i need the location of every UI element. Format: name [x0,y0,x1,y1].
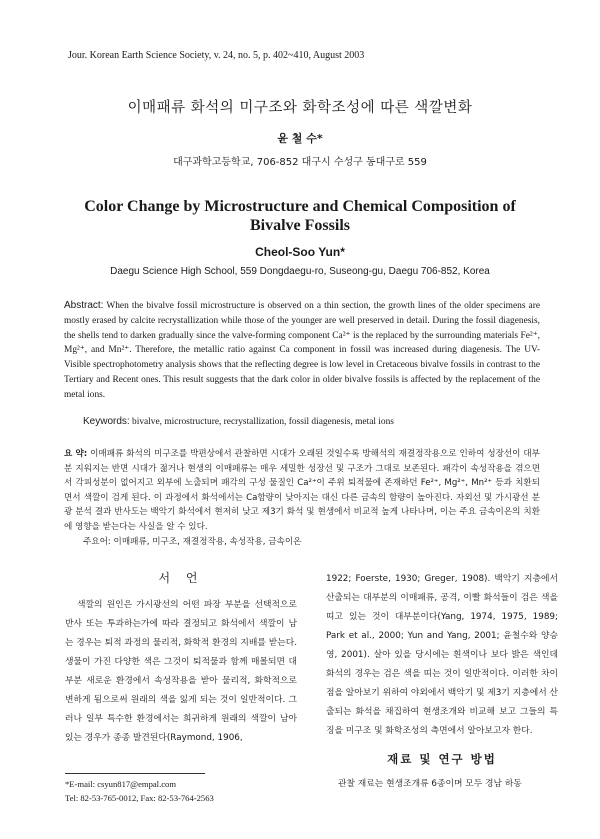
intro-paragraph-1: 색깔의 원인은 가시광선의 어떤 파장 부분을 선택적으로 반사 또는 투과하는가에 따라 결정되고 화석에서 색깔이 남는 경우는 퇴적 과정의 물리적, 화학적 환경의 지배를 받는다. 생물이 가진 다양한 색은 그것이 퇴적물과 함께 매몰되면 대부분 새로운 환경에서 속성작용을 받아 물리적, 화학적으로 변하게 됨으로써 원래의 색을 잃게 되는 것이 일반적이다. 그러나 일부 특수한 환경에서는 희귀하게 원래의 색깔이 남아 있는 경우가 종종 발견된다(Raymond, 1906, [65,600,297,743]
korean-abstract-label: 요 약: [64,449,88,459]
footnote-rule [65,773,205,774]
methods-paragraph-1: 관찰 재료는 현생조개류 6종이며 모두 경남 하동 [338,779,522,789]
methods-heading: 재료 및 연구 방법 [387,752,497,766]
english-abstract [64,299,540,403]
footnote [65,777,214,805]
intro-heading: 서 언 [158,571,204,585]
left-column [65,571,297,748]
korean-affiliation: 대구과학고등학교, 706-852 대구시 수성구 동대구로 559 [173,157,427,168]
korean-abstract [64,447,540,535]
abstract-text: When the bivalve fossil microstructure is observed on a thin section, the growth lines of the older specimens are mostly erased by calcite recrystallization while those of the younger are well preserved in detail. During the fossil diagenesis, the shells tend to darken gradually since the valve-forming component Ca²⁺ is the replaced by the surrounding materials Fe²⁺, Mg²⁺, and Mn²⁺. Therefore, the metallic ratio against Ca component in fossil was increased during diagenesis. The UV-Visible spectrophotometry analysis shows that the reflecting degree is low level in Cretaceous bivalve fossils in contrast to the Tertiary and Recent ones. This result suggests that the dark color in older bivalve fossils is affected by the replacement of the metal ions. [64,301,540,400]
footnote-email: *E-mail: csyun817@empal.com [65,779,177,789]
english-keywords [83,416,394,427]
intro-paragraph-2: 1922; Foerste, 1930; Greger, 1908). 백악기 지층에서 산출되는 대부분의 이매패류, 공격, 이빨 화석들이 검은 색을 띠고 있는 것이 대부분이다(Yang, 1974, 1975, 1989; Park et al., 2000; Yun and Yang, 2001; 윤철수와 양승영, 2001). 살아 있을 당시에는 흰색이나 보다 밝은 색인데 화석의 경우는 검은 색을 띠는 것이 일반적이다. 이러한 차이점을 알아보기 위하여 야외에서 백악기 및 제3기 지층에서 산출되는 화석을 채집하여 현생조개와 비교해 보고 그들의 특징을 미구조 및 화학조성의 측면에서 알아보고자 한다. [326,574,558,736]
korean-keywords-label: 주요어: [83,537,111,547]
english-affiliation: Daegu Science High School, 559 Dongdaegu-ro, Suseong-gu, Daegu 706-852, Korea [110,266,490,277]
english-author: Cheol-Soo Yun* [255,245,345,259]
korean-title: 이매패류 화석의 미구조와 화학조성에 따른 색깔변화 [127,100,473,116]
keywords-text: bivalve, microstructure, recrystallization, fossil diagenesis, metal ions [129,417,394,427]
korean-author: 윤 철 수* [277,132,323,145]
right-column [326,570,558,794]
korean-keywords [83,535,301,547]
keywords-label: Keywords: [83,416,130,427]
journal-citation: Jour. Korean Earth Science Society, v. 24, no. 5, p. 402~410, August 2003 [68,50,365,61]
korean-keywords-text: 이매패류, 미구조, 재결정작용, 속성작용, 금속이온 [110,537,302,547]
abstract-label: Abstract: [64,300,104,311]
english-title: Color Change by Microstructure and Chemical Composition of Bivalve Fossils [84,198,516,234]
footnote-phone: Tel: 82-53-765-0012, Fax: 82-53-764-2563 [65,793,214,803]
korean-abstract-text: 이매패류 화석의 미구조를 박편상에서 관찰하면 시대가 오래된 것일수록 방해석의 재결정작용으로 인하여 성장선이 대부분 지워지는 반면 시대가 젊거나 현생의 이매패류는 매우 세밀한 성장선 및 구조가 그대로 보존된다. 패각이 속성작용을 겪으면서 각피성분이 없어지고 외부에 노출되며 패각의 구성 물질인 Ca²⁺이 주위 퇴적물에 존재하던 Fe²⁺, Mg²⁺, Mn²⁺ 등과 치환되면서 색깔이 검게 된다. 이 과정에서 화석에서는 Ca함량이 낮아지는 대신 다른 금속의 함량이 높아진다. 자외선 및 가시광선 분광 분석 결과 반사도는 백악기 화석에서 현저히 낮고 제3기 화석 및 현생에서 비교적 높게 나타나며, 이는 주요 금속이온의 치환에 영향을 받는다는 사실을 알 수 있다. [64,449,540,532]
